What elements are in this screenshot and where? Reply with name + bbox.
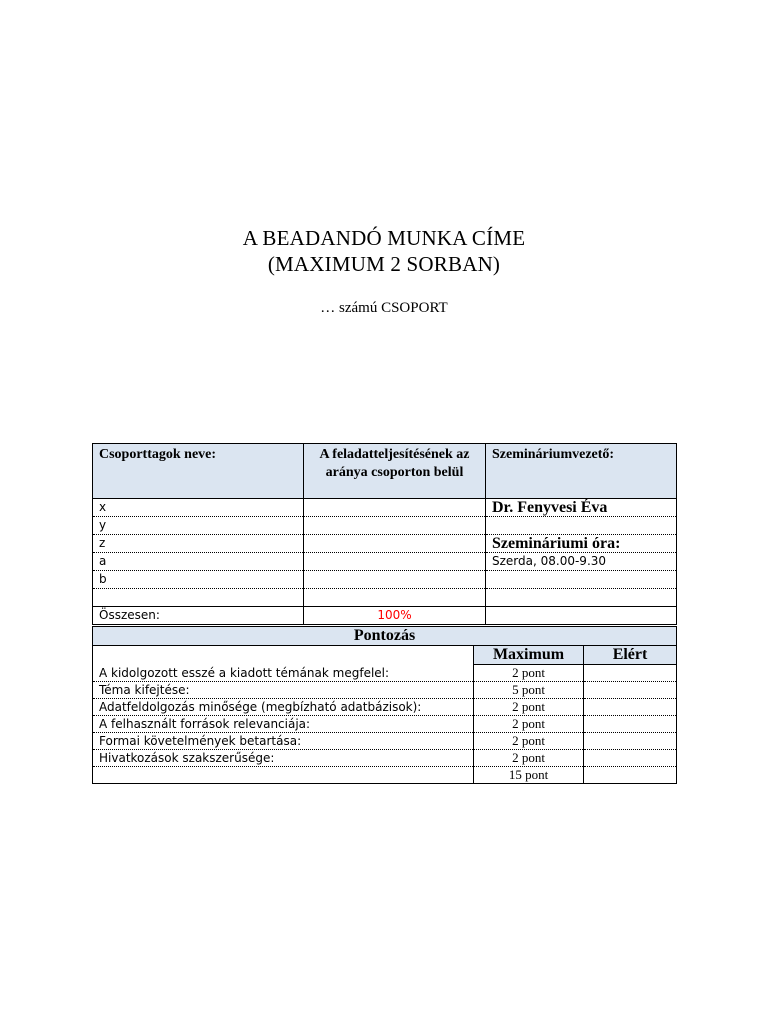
members-table-header: [93, 444, 677, 499]
criterion-label: Téma kifejtése:: [93, 682, 474, 699]
criterion-row: [93, 716, 677, 733]
right-empty-cell: [486, 589, 677, 607]
member-row: [93, 499, 677, 517]
member-row: [93, 553, 677, 571]
total-achieved-cell[interactable]: [584, 767, 677, 784]
member-share-cell[interactable]: [304, 517, 486, 535]
members-total-row: [93, 607, 677, 625]
share-column-header: A feladatteljesítésének az aránya csoporton belül: [304, 444, 486, 499]
right-empty-cell: [486, 571, 677, 589]
member-share-cell[interactable]: [304, 499, 486, 517]
criterion-achieved-cell[interactable]: [584, 716, 677, 733]
criterion-max-points: 2 pont: [474, 750, 584, 767]
criterion-achieved-cell[interactable]: [584, 733, 677, 750]
criterion-achieved-cell[interactable]: [584, 682, 677, 699]
criterion-row: [93, 682, 677, 699]
scoring-total-row: [93, 767, 677, 784]
document-title-line-1: A BEADANDÓ MUNKA CÍME: [242, 226, 526, 250]
criterion-row: [93, 750, 677, 767]
criterion-label: A felhasznált források relevanciája:: [93, 716, 474, 733]
members-table: [92, 443, 677, 625]
criterion-row: [93, 733, 677, 750]
criterion-max-points: 2 pont: [474, 699, 584, 716]
group-number-line: … számú CSOPORT: [320, 300, 448, 316]
criterion-achieved-cell[interactable]: [584, 699, 677, 716]
total-label: Összesen:: [93, 607, 304, 625]
criterion-max-points: 2 pont: [474, 665, 584, 682]
criterion-label: Formai követelmények betartása:: [93, 733, 474, 750]
scoring-table: [92, 626, 677, 784]
members-column-header: Csoporttagok neve:: [93, 444, 304, 499]
member-share-cell[interactable]: [304, 553, 486, 571]
member-share-cell[interactable]: [304, 535, 486, 553]
scoring-header-row: [93, 646, 677, 665]
member-share-cell[interactable]: [304, 589, 486, 607]
criterion-achieved-cell[interactable]: [584, 665, 677, 682]
criterion-max-points: 2 pont: [474, 733, 584, 750]
member-row: [93, 535, 677, 553]
total-label-empty-cell: [93, 767, 474, 784]
criterion-row: [93, 699, 677, 716]
member-row: [93, 517, 677, 535]
criterion-label: A kidolgozott esszé a kiadott témának megfelel:: [93, 646, 474, 682]
right-empty-cell: [486, 517, 677, 535]
criterion-label: Adatfeldolgozás minősége (megbízható adatbázisok):: [93, 699, 474, 716]
supervisor-name: Dr. Fenyvesi Éva: [486, 499, 677, 517]
criterion-achieved-cell[interactable]: [584, 750, 677, 767]
member-name-cell[interactable]: x: [93, 499, 304, 517]
member-name-cell[interactable]: z: [93, 535, 304, 553]
criterion-max-points: 5 pont: [474, 682, 584, 699]
supervisor-column-header: Szemináriumvezető:: [486, 444, 677, 499]
criterion-max-points: 2 pont: [474, 716, 584, 733]
member-name-cell[interactable]: y: [93, 517, 304, 535]
seminar-time-label: Szemináriumi óra:: [486, 535, 677, 553]
document-title-line-2: (MAXIMUM 2 SORBAN): [267, 252, 501, 276]
member-share-cell[interactable]: [304, 571, 486, 589]
total-right-empty-cell: [486, 607, 677, 625]
criterion-label: Hivatkozások szakszerűsége:: [93, 750, 474, 767]
scoring-title: Pontozás: [93, 627, 677, 646]
member-name-cell[interactable]: [93, 589, 304, 607]
member-name-cell[interactable]: a: [93, 553, 304, 571]
scoring-title-row: [93, 627, 677, 646]
seminar-time-value: Szerda, 08.00-9.30: [486, 553, 677, 571]
member-name-cell[interactable]: b: [93, 571, 304, 589]
member-row: [93, 571, 677, 589]
total-max-points: 15 pont: [474, 767, 584, 784]
member-row: [93, 589, 677, 607]
total-percentage: 100%: [304, 607, 486, 625]
achieved-column-header: Elért: [584, 646, 677, 665]
max-column-header: Maximum: [474, 646, 584, 665]
